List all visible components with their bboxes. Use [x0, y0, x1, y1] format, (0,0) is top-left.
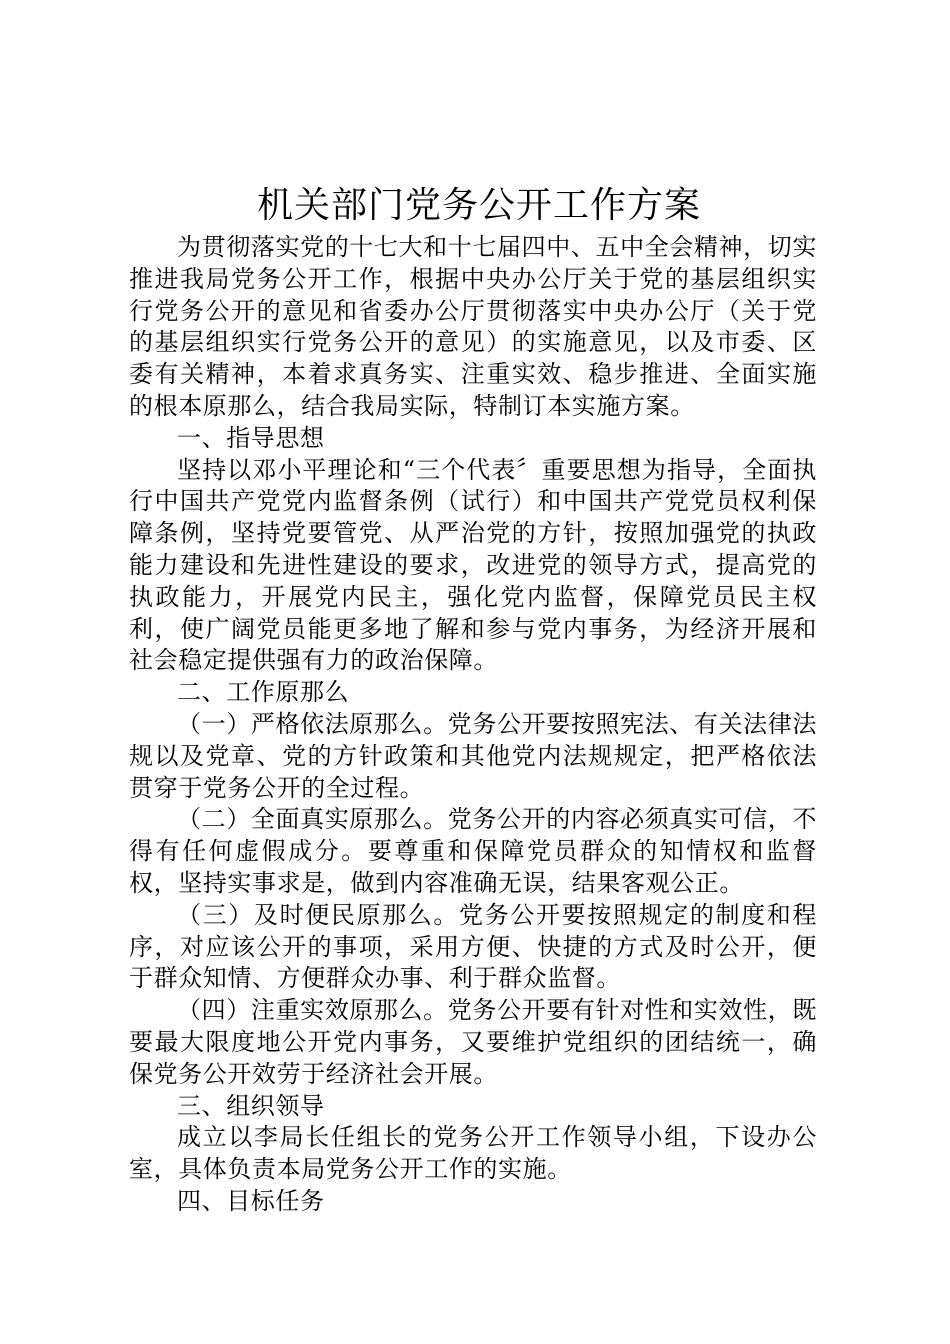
section-heading: 一、指导思想 — [177, 423, 325, 452]
section-paragraph: （四）注重实效原那么。党务公开要有针对性和实效性，既要最大限度地公开党内事务，又要维护党组织的团结统一，确保党务公开效劳于经济社会开展。 — [129, 996, 817, 1088]
document-page — [129, 180, 817, 1218]
intro-paragraph: 为贯彻落实党的十七大和十七届四中、五中全会精神，切实推进我局党务公开工作，根据中央办公厅关于党的基层组织实行党务公开的意见和省委办公厅贯彻落实中央办公厅（关于党的基层组织实行党务公开的意见）的实施意见，以及市委、区委有关精神，本着求真务实、注重实效、稳步推进、全面实施的根本原那么，结合我局实际，特制订本实施方案。 — [129, 233, 817, 420]
section-paragraph: 坚持以邓小平理论和“三个代表〞重要思想为指导，全面执行中国共产党党内监督条例（试行）和中国共产党党员权利保障条例，坚持党要管党、从严治党的方针，按照加强党的执政能力建设和先进性建设的要求，改进党的领导方式，提高党的执政能力，开展党内民主，强化党内监督，保障党员民主权利，使广阔党员能更多地了解和参与党内事务，为经济开展和社会稳定提供强有力的政治保障。 — [129, 455, 817, 675]
section-paragraph: 成立以李局长任组长的党务公开工作领导小组，下设办公室，具体负责本局党务公开工作的实施。 — [129, 1123, 817, 1184]
section-paragraph: （二）全面真实原那么。党务公开的内容必须真实可信，不得有任何虚假成分。要尊重和保障党员群众的知情权和监督权，坚持实事求是，做到内容准确无误，结果客观公正。 — [129, 805, 817, 897]
section-heading: 四、目标任务 — [177, 1186, 325, 1215]
section-heading: 二、工作原那么 — [177, 678, 350, 707]
document-title: 机关部门党务公开工作方案 — [256, 185, 701, 226]
section-paragraph: （一）严格依法原那么。党务公开要按照宪法、有关法律法规以及党章、党的方针政策和其他党内法规规定，把严格依法贯穿于党务公开的全过程。 — [129, 709, 817, 802]
section-heading: 三、组织领导 — [177, 1091, 325, 1120]
section-paragraph: （三）及时便民原那么。党务公开要按照规定的制度和程序，对应该公开的事项，采用方便、快捷的方式及时公开，便于群众知情、方便群众办事、利于群众监督。 — [129, 900, 817, 993]
